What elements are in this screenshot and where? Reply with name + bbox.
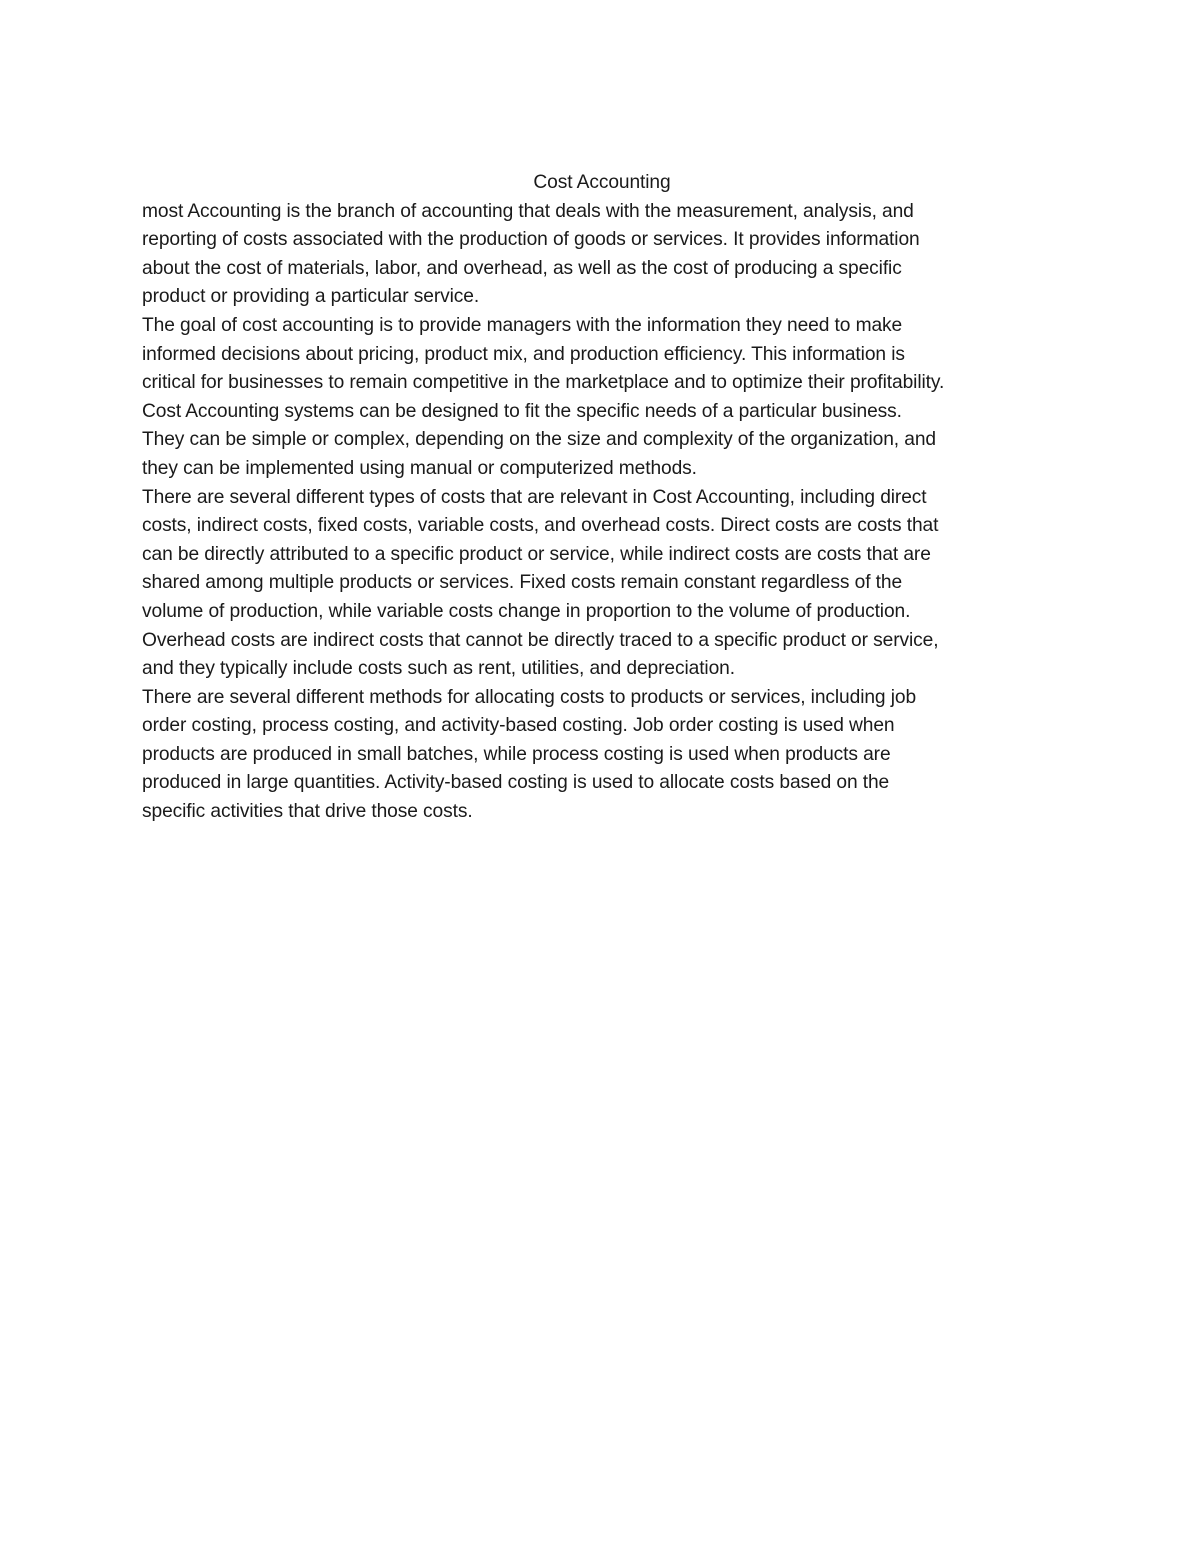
- text-line: product or providing a particular service.: [142, 286, 480, 308]
- text-line: they can be implemented using manual or computerized methods.: [142, 457, 697, 479]
- paragraph-allocation-methods: [142, 684, 1062, 827]
- text-line: can be directly attributed to a specific product or service, while indirect costs are costs that are: [142, 543, 931, 565]
- text-line: specific activities that drive those costs.: [142, 801, 473, 823]
- text-line: There are several different methods for allocating costs to products or services, including job: [142, 686, 917, 708]
- text-line: products are produced in small batches, while process costing is used when products are: [142, 743, 891, 765]
- text-line: Cost Accounting systems can be designed to fit the specific needs of a particular business.: [142, 400, 902, 422]
- paragraph-definition: [142, 198, 1062, 312]
- text-line: most Accounting is the branch of accounting that deals with the measurement, analysis, and: [142, 200, 914, 222]
- text-line: about the cost of materials, labor, and overhead, as well as the cost of producing a specific: [142, 257, 902, 279]
- paragraph-goal: [142, 312, 1062, 398]
- text-line: costs, indirect costs, fixed costs, variable costs, and overhead costs. Direct costs are costs that: [142, 515, 939, 537]
- document-body: [142, 169, 1062, 827]
- text-line: volume of production, while variable costs change in proportion to the volume of production.: [142, 600, 911, 622]
- text-line: produced in large quantities. Activity-based costing is used to allocate costs based on the: [142, 772, 890, 794]
- paragraph-systems: [142, 398, 1062, 484]
- text-line: There are several different types of costs that are relevant in Cost Accounting, including direct: [142, 486, 927, 508]
- text-line: reporting of costs associated with the production of goods or services. It provides information: [142, 229, 920, 251]
- text-line: The goal of cost accounting is to provide managers with the information they need to make: [142, 314, 903, 336]
- document-title: Cost Accounting: [533, 172, 671, 193]
- paragraph-cost-types: [142, 484, 1062, 684]
- text-line: and they typically include costs such as rent, utilities, and depreciation.: [142, 658, 735, 680]
- text-line: shared among multiple products or services. Fixed costs remain constant regardless of the: [142, 572, 903, 594]
- text-line: informed decisions about pricing, product mix, and production efficiency. This information is: [142, 343, 905, 365]
- text-line: order costing, process costing, and activity-based costing. Job order costing is used when: [142, 715, 895, 737]
- text-line: Overhead costs are indirect costs that cannot be directly traced to a specific product or service,: [142, 629, 939, 651]
- text-line: critical for businesses to remain competitive in the marketplace and to optimize their profitability.: [142, 372, 945, 394]
- text-line: They can be simple or complex, depending on the size and complexity of the organization, and: [142, 429, 936, 451]
